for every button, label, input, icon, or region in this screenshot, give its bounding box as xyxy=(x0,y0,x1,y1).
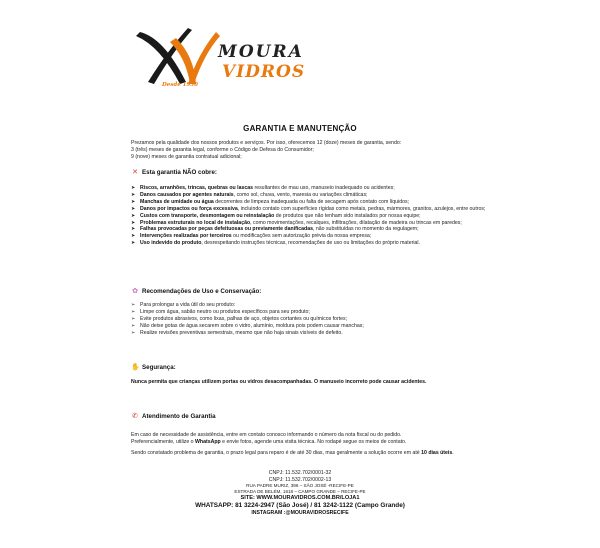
nao-cobre-item xyxy=(131,213,491,220)
nao-cobre-item xyxy=(131,226,491,233)
recomendacao-item-text: Limpe com água, sabão neutro ou produtos específicos para seu produto; xyxy=(140,308,310,315)
nao-cobre-item-rest: , incluindo contato com superfícies rígidas como metais, pedras, mármores, granitos, azulejos, entre outros; xyxy=(237,205,486,212)
atendimento-paragraph-1 xyxy=(131,432,491,446)
recomendacao-item xyxy=(131,316,491,323)
address-1: RUA PADRE MURIZ, 396 – SÃO JOSÉ -RECIFE-PE xyxy=(246,483,354,489)
arrow-bullet-icon: ➤ xyxy=(131,212,136,219)
nao-cobre-list-container xyxy=(131,185,491,247)
recomendacao-item xyxy=(131,309,491,316)
arrow-bullet-icon: ➤ xyxy=(131,205,136,212)
atendimento-heading xyxy=(131,412,216,420)
intro-line: 9 (nove) meses de garantia contratual adicional; xyxy=(131,153,242,160)
recomendacao-item-text: Para prolongar a vida útil do seu produto: xyxy=(140,302,236,308)
site-link[interactable]: SITE: WWW.MOURAVIDROS.COM.BR/LOJA1 xyxy=(240,495,360,502)
recomendacao-item xyxy=(131,302,491,309)
recomendacao-item-text: Não deixe gotas de água secarem sobre o vidro, alumínio, moldura pois podem causar manchas; xyxy=(140,322,364,329)
arrow-bullet-icon: ➤ xyxy=(131,191,136,198)
flower-icon: ✿ xyxy=(132,288,138,295)
recomendacao-item xyxy=(131,323,491,330)
nao-cobre-item-rest: , não substituídas no momento da regulagem; xyxy=(312,226,419,233)
atendimento-p3-c: . xyxy=(452,449,454,456)
atendimento-p2-c: e envie fotos, agende uma visita técnica. No rodapé segue os meios de contato. xyxy=(220,438,407,445)
nao-cobre-item-rest: decorrentes de limpeza inadequada ou falta de secagem após contato com líquidos; xyxy=(213,198,410,205)
nao-cobre-item xyxy=(131,240,491,247)
phone-icon: ✆ xyxy=(132,413,138,420)
atendimento-section xyxy=(131,432,491,461)
recomendacoes-heading-text: Recomendações de Uso e Conservação: xyxy=(142,287,262,295)
nao-cobre-item-rest: ou modificações sem autorização prévia da nossa empresa; xyxy=(231,233,372,240)
nao-cobre-item xyxy=(131,185,491,192)
atendimento-p1-text: Em caso de necessidade de assistência, entre em contato conosco informando o número da nota fiscal ou do pedido. xyxy=(131,432,402,438)
nao-cobre-item-rest: , como sol, chuva, vento, maresia ou variações climáticas; xyxy=(233,191,368,198)
recomendacoes-list-container xyxy=(131,302,491,337)
seguranca-heading xyxy=(131,363,176,371)
nao-cobre-item-bold: Danos causados por agentes naturais xyxy=(140,191,234,198)
nao-cobre-item-bold: Uso indevido do produto xyxy=(140,240,202,247)
seguranca-text: Nunca permita que crianças utilizem portas ou vidros desacompanhadas. O manuseio incorreto pode causar acidentes. xyxy=(131,379,427,385)
instagram-link[interactable]: INSTAGRAM :@MOURAVIDROSRECIFE xyxy=(251,510,349,517)
recomendacao-item xyxy=(131,330,491,337)
nao-cobre-item-rest: de produtos que não tenham sido instalados por nossa equipe; xyxy=(274,212,421,219)
nao-cobre-heading xyxy=(131,168,217,176)
atendimento-heading-text: Atendimento de Garantia xyxy=(142,412,216,420)
atendimento-paragraph-2 xyxy=(131,450,491,457)
arrow-bullet-icon: ➢ xyxy=(131,329,136,336)
nao-cobre-item-rest: resultantes de mau uso, manuseio inadequado ou acidentes; xyxy=(253,185,395,191)
recomendacoes-list xyxy=(131,302,491,337)
nao-cobre-item-bold: Manchas de umidade ou água xyxy=(140,198,214,205)
recomendacao-item-text: Evite produtos abrasivos, como lixas, palhas de aço, objetos cortantes ou químicos fortes; xyxy=(140,315,348,322)
cnpj-1: CNPJ: 11.532.702/0001-32 xyxy=(268,470,332,476)
logo-brand-bottom: VIDROS xyxy=(222,62,306,82)
whatsapp-bold: WhatsApp xyxy=(195,438,221,445)
intro-section xyxy=(131,140,491,161)
footer xyxy=(0,470,600,517)
seguranca-heading-text: Segurança: xyxy=(142,363,176,371)
arrow-bullet-icon: ➤ xyxy=(131,240,136,247)
arrow-bullet-icon: ➢ xyxy=(131,315,136,322)
arrow-bullet-icon: ➤ xyxy=(131,198,136,205)
nao-cobre-item xyxy=(131,192,491,199)
nao-cobre-item-bold: Custos com transporte, desmontagem ou reinstalação xyxy=(140,212,275,219)
nao-cobre-item-rest: , como movimentações, recalques, infiltrações, dilatação de madeira ou trincas em paredes; xyxy=(250,219,462,226)
nao-cobre-item-bold: Intervenções realizadas por terceiros xyxy=(140,233,232,240)
recomendacao-item-text: Realize revisões preventivas semestrais, mesmo que não haja sinais visíveis de defeito. xyxy=(140,329,343,336)
cnpj-2: CNPJ: 11.532.702/0002-13 xyxy=(268,476,332,483)
address-2: ESTRADA DE BELÉM, 1618 – CAMPO GRANDE – RECIFE-PE xyxy=(234,489,366,495)
logo-brand-top: MOURA xyxy=(218,42,304,62)
nao-cobre-item-bold: Danos por impactos ou força excessiva xyxy=(140,205,238,212)
nao-cobre-item-bold: Falhas provocadas por peças defeituosas ou previamente danificadas xyxy=(140,226,313,233)
nao-cobre-item xyxy=(131,220,491,227)
arrow-bullet-icon: ➤ xyxy=(131,233,136,240)
recomendacoes-heading xyxy=(131,287,261,295)
dias-uteis-bold: 10 dias úteis xyxy=(421,449,453,456)
nao-cobre-item-bold: Problemas estruturais no local de instalação xyxy=(140,219,251,226)
arrow-bullet-icon: ➤ xyxy=(131,185,136,191)
whatsapp-contact[interactable]: WHATSAPP: 81 3224-2947 (São José) / 81 3242-1122 (Campo Grande) xyxy=(195,502,405,510)
nao-cobre-item-bold: Riscos, arranhões, trincas, quebras ou lascas xyxy=(140,185,254,191)
arrow-bullet-icon: ➤ xyxy=(131,226,136,233)
intro-line: 3 (três) meses de garantia legal, conforme o Código de Defesa do Consumidor; xyxy=(131,146,314,153)
atendimento-p3-a: Sendo constatado problema de garantia, o prazo legal para reparo é de até 30 dias, mas geralmente a solução ocorre em até xyxy=(131,449,422,456)
cross-mark-icon: ✕ xyxy=(132,169,138,176)
arrow-bullet-icon: ➢ xyxy=(131,302,136,308)
arrow-bullet-icon: ➤ xyxy=(131,219,136,226)
intro-line: Prezamos pela qualidade dos nossos produtos e serviços. Por isso, oferecemos 12 (doze) meses de garantia, sendo: xyxy=(131,140,402,146)
atendimento-p2-a: Preferencialmente, utilize o xyxy=(131,438,196,445)
nao-cobre-item xyxy=(131,206,491,213)
moura-vidros-logo xyxy=(134,22,304,92)
logo-since: Desde 1950 xyxy=(162,82,198,88)
arrow-bullet-icon: ➢ xyxy=(131,308,136,315)
warning-hand-icon: ✋ xyxy=(131,364,140,371)
nao-cobre-heading-text: Esta garantia NÃO cobre: xyxy=(142,168,217,176)
arrow-bullet-icon: ➢ xyxy=(131,322,136,329)
page-title: GARANTIA E MANUTENÇÃO xyxy=(243,124,357,133)
nao-cobre-item xyxy=(131,233,491,240)
nao-cobre-item xyxy=(131,199,491,206)
nao-cobre-list xyxy=(131,185,491,247)
nao-cobre-item-rest: , desrespeitando instruções técnicas, recomendações de uso ou limitações do próprio material. xyxy=(201,240,420,247)
